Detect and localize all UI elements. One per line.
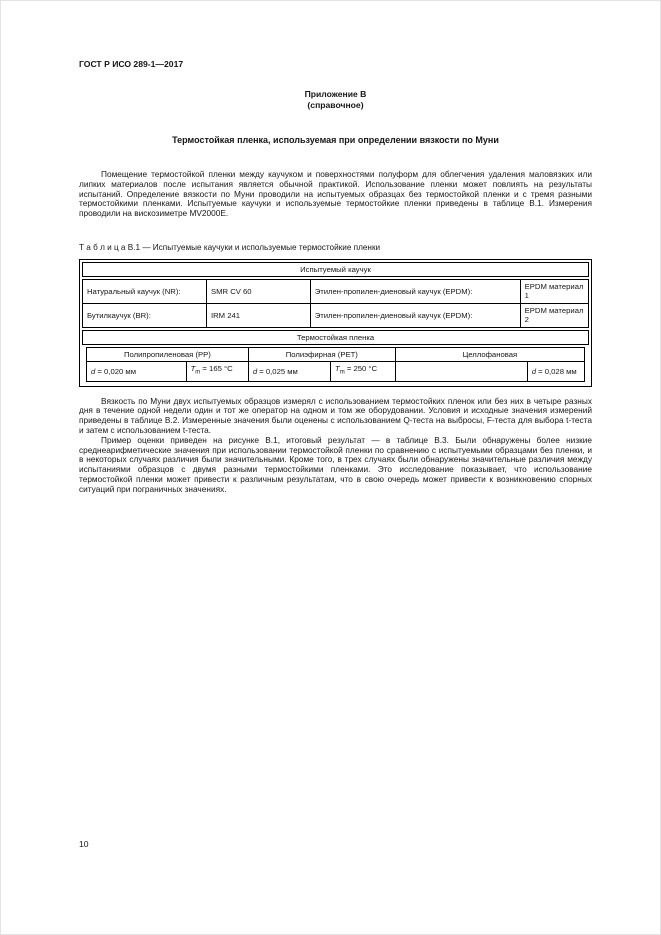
rubber-grade-cell: IRM 241 <box>206 303 310 327</box>
page-number: 10 <box>79 839 89 849</box>
film-thickness-cellophane: d = 0,028 мм <box>527 361 584 381</box>
rubber-name-cell: Бутилкаучук (BR): <box>83 303 207 327</box>
paragraph-3: Пример оценки приведен на рисунке В.1, итоговый результат — в таблице В.3. Были обнаружены более низкие среднеарифметические значения при использовании термостойкой пленки по сравнению с испытуемыми образцами без пленки, и в некоторых случаях различия были значительными. Кроме того, в трех случаях были обнаружены значительные различия между испытаниями образцов с двумя разными термостойкими пленками. Это исследование показывает, что использование термостойкой пленки может привести к различным результатам, что в свою очередь может привести к возникновению спорных ситуаций при пограничных значениях. <box>79 434 592 494</box>
appendix-type: (справочное) <box>307 100 364 110</box>
page-content <box>79 59 592 494</box>
rubber-name-cell: Этилен-пропилен-диеновый каучук (EPDM): <box>310 279 520 303</box>
appendix-label: Приложение В <box>304 89 367 99</box>
rubber-table <box>82 279 589 328</box>
table-b1 <box>79 259 592 387</box>
film-header-row <box>87 347 585 361</box>
paragraph-2: Вязкость по Муни двух испытуемых образцов измерял с использованием термостойких пленок или без них в четыре разных дня в течение одной недели один и тот же оператор на одном и том же оборудовании. Условия и исходные значения измерений приведены в таблице В.2. Измеренные значения были оценены с использованием Q-теста на выбросы, F-теста для выбора t-теста и затем с использованием t-теста. <box>79 395 592 435</box>
film-melt-temp-pet: $T_m = 250$ °C <box>331 361 396 381</box>
document-code: ГОСТ Р ИСО 289-1—2017 <box>79 59 184 69</box>
film-thickness-pp: d = 0,020 мм <box>87 361 187 381</box>
film-empty-cell <box>395 361 527 381</box>
appendix-heading <box>79 89 592 111</box>
appendix-title: Термостойкая пленка, используемая при определении вязкости по Муни <box>172 135 499 145</box>
film-header-pet: Полиэфирная (PET) <box>248 347 395 361</box>
table-caption: Т а б л и ц а В.1 — Испытуемые каучуки и используемые термостойкие пленки <box>79 242 381 252</box>
film-header-pp: Полипропиленовая (PP) <box>87 347 249 361</box>
rubber-grade-cell: SMR CV 60 <box>206 279 310 303</box>
film-melt-temp-pp: $T_m = 165$ °C <box>186 361 248 381</box>
rubber-grade-cell: EPDM материал 1 <box>520 279 588 303</box>
table-section-header-rubber: Испытуемый каучук <box>82 262 589 277</box>
table-row <box>83 303 589 327</box>
film-table <box>86 347 585 382</box>
film-thickness-pet: d = 0,025 мм <box>248 361 330 381</box>
rubber-name-cell: Натуральный каучук (NR): <box>83 279 207 303</box>
paragraph-1: Помещение термостойкой пленки между каучуком и поверхностями полуформ для облегчения удаления маловязких или липких материалов после испытания является обычной практикой. Использование пленки может повлиять на результаты испытаний. Определение вязкости по Муни проводили на испытуемых образцах без термостойкой пленки и с тремя разными термостойкими пленками. Испытуемые каучуки и используемые термостойкие пленки приведены в таблице В.1. Измерения проводили на вискозиметре MV2000E. <box>79 169 592 219</box>
rubber-name-cell: Этилен-пропилен-диеновый каучук (EPDM): <box>310 303 520 327</box>
table-section-header-film: Термостойкая пленка <box>82 330 589 345</box>
film-header-cellophane: Целлофановая <box>395 347 584 361</box>
table-row <box>83 279 589 303</box>
film-values-row <box>87 361 585 381</box>
rubber-grade-cell: EPDM материал 2 <box>520 303 588 327</box>
